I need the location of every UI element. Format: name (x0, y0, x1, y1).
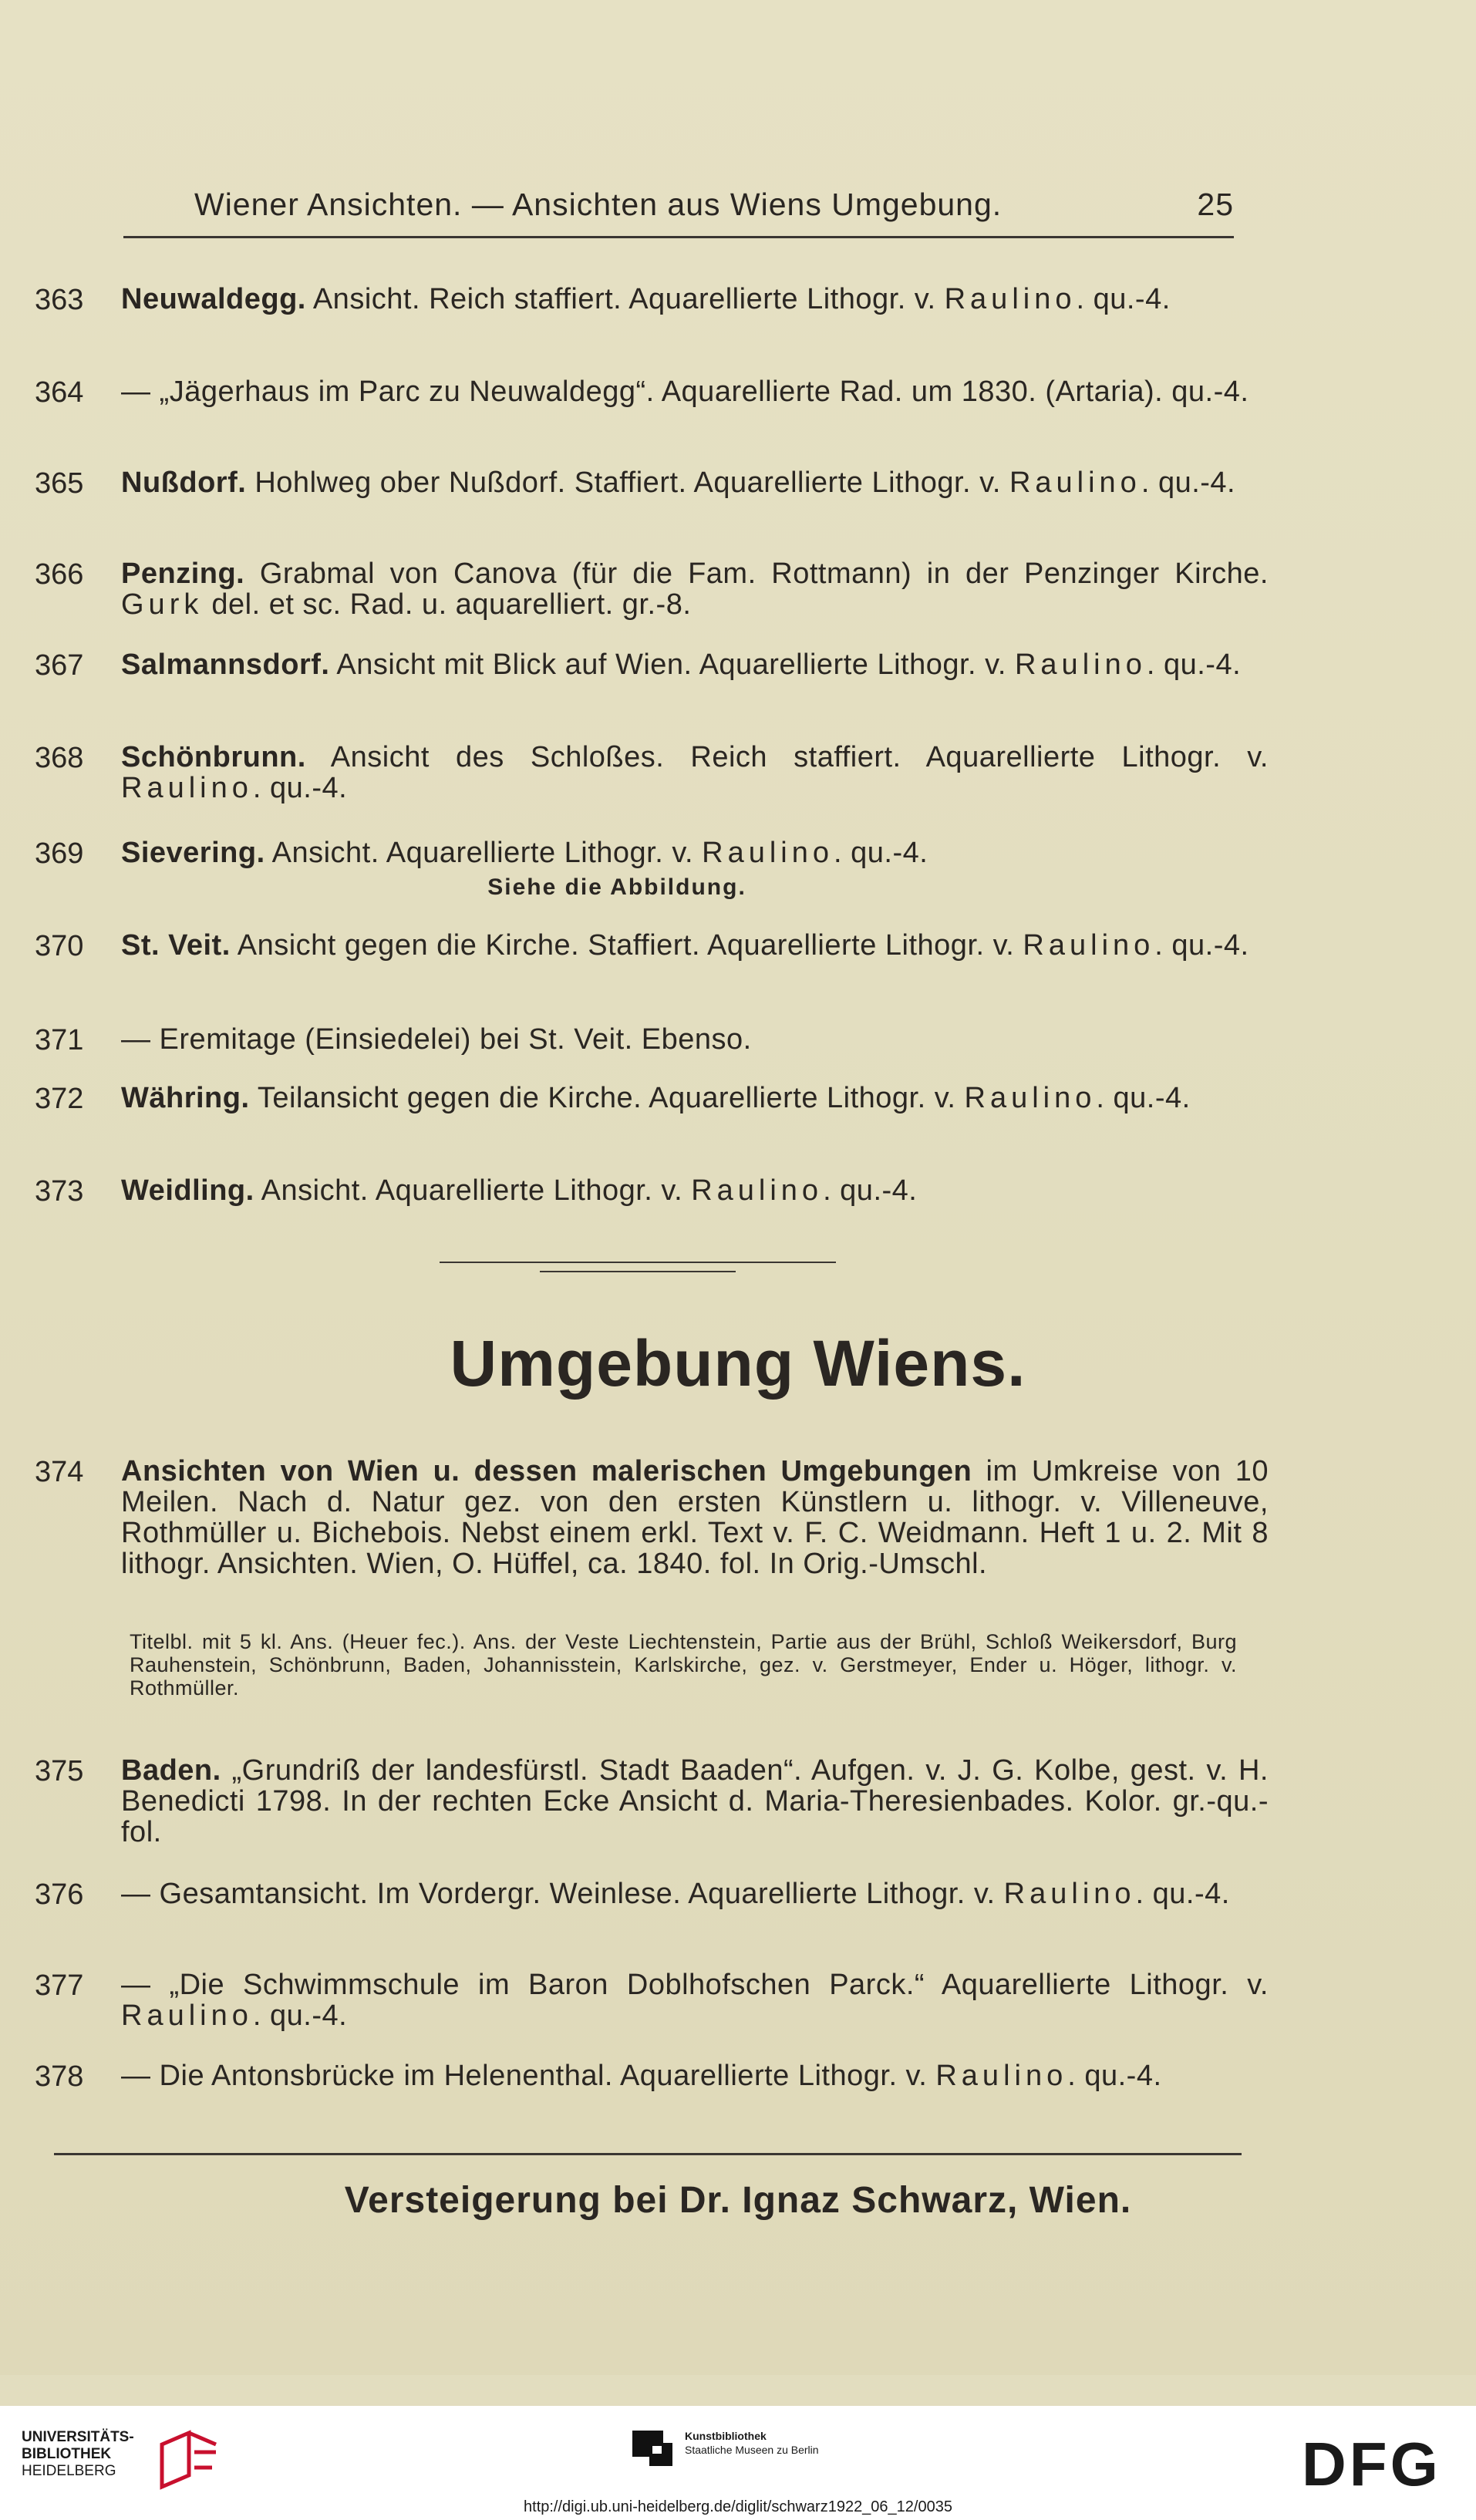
entry-number: 377 (35, 1969, 84, 2002)
entry-tail: . qu.-4. (1076, 283, 1171, 315)
entry-text (121, 1083, 1269, 1113)
entry-number: 363 (35, 284, 84, 316)
entry-body: Ansicht mit Blick auf Wien. Aquarellierte Lithogr. v. (329, 649, 1006, 681)
kunstbibliothek-logo[interactable] (631, 2420, 878, 2474)
entry-text (121, 1878, 1269, 1909)
entry-tail: . qu.-4. (1067, 2060, 1162, 2092)
entry-artist: Raulino (121, 1999, 253, 2032)
entry-keyword: Salmannsdorf. (121, 649, 330, 681)
entry-keyword: Ansichten von Wien u. dessen malerischen Umgebungen (121, 1455, 972, 1487)
entry-number: 370 (35, 930, 84, 962)
entry-text (121, 930, 1269, 961)
entry-body: Ansicht. Aquarellierte Lithogr. v. (254, 1174, 683, 1207)
ub-line-3: HEIDELBERG (22, 2463, 116, 2479)
entry-body: — Eremitage (Einsiedelei) bei St. Veit. Ebenso. (121, 1023, 752, 1056)
entry-text (121, 1755, 1269, 1848)
entry-number: 365 (35, 467, 84, 500)
entry-artist: Raulino (944, 283, 1077, 315)
entry-tail: . qu.-4. (834, 837, 928, 869)
kb-line-1: Kunstbibliothek (685, 2430, 767, 2442)
kb-line-2: Staatliche Museen zu Berlin (685, 2444, 819, 2456)
ub-line-2: BIBLIOTHEK (22, 2446, 112, 2462)
entry-artist: Raulino (964, 1082, 1097, 1114)
entry-number: 367 (35, 649, 84, 682)
entry-number: 369 (35, 837, 84, 870)
entry-artist: Raulino (935, 2060, 1068, 2092)
entry-tail: . qu.-4. (1096, 1082, 1191, 1114)
entry-tail: del. et sc. Rad. u. aquarelliert. gr.-8. (203, 588, 692, 621)
entry-keyword: Nußdorf. (121, 467, 247, 499)
kunstbibliothek-text (685, 2429, 819, 2457)
entry-number: 364 (35, 376, 84, 409)
entry-keyword: Penzing. (121, 558, 245, 590)
entry-body: Ansicht. Reich staffiert. Aquarellierte Lithogr. v. (305, 283, 936, 315)
entry-artist: Raulino (121, 772, 253, 804)
entry-artist: Raulino (1003, 1878, 1136, 1910)
entry-text (121, 1456, 1269, 1579)
entry-keyword: Weidling. (121, 1174, 254, 1207)
ub-logo-text (22, 2429, 134, 2480)
entry-body: — Gesamtansicht. Im Vordergr. Weinlese. Aquarellierte Lithogr. v. (121, 1878, 996, 1910)
section-heading: Umgebung Wiens. (450, 1327, 1026, 1400)
kunstbibliothek-emblem-icon (631, 2426, 677, 2469)
entry-tail: . qu.-4. (1146, 649, 1242, 681)
entry-text (121, 2060, 1269, 2091)
entry-body: — Die Antonsbrücke im Helenenthal. Aquarellierte Lithogr. v. (121, 2060, 928, 2092)
entry-text (121, 649, 1269, 680)
entry-number: 378 (35, 2060, 84, 2093)
entry-body: im Umkreise von 10 Meilen. Nach d. Natur gez. von den ersten Künstlern u. lithogr. v. Villeneuve, Rothmüller u. Bichebois. Nebst einem erkl. Text v. F. C. Weidmann. Heft 1 u. 2. Mit 8 lithogr. Ansichten. Wien, O. Hüffel, ca. 1840. fol. In Orig.-Umschl. (121, 1455, 1269, 1580)
entry-number: 368 (35, 742, 84, 774)
entry-artist: Raulino (1009, 467, 1141, 499)
entry-keyword: Währing. (121, 1082, 250, 1114)
entry-body: — „Jägerhaus im Parc zu Neuwaldegg“. Aquarellierte Rad. um 1830. (Artaria). qu.-4. (121, 376, 1249, 408)
running-title: Wiener Ansichten. — Ansichten aus Wiens Umgebung. (194, 187, 1003, 222)
entry-artist: Raulino (702, 837, 834, 869)
ub-line-1: UNIVERSITÄTS- (22, 2429, 134, 2445)
footer-rule (54, 2153, 1242, 2155)
entry-body: — „Die Schwimmschule im Baron Doblhofschen Parck.“ Aquarellierte Lithogr. v. (121, 1969, 1269, 2001)
ub-heidelberg-logo[interactable] (22, 2429, 222, 2498)
entry-text (121, 284, 1269, 315)
illustration-note: Siehe die Abbildung. (487, 874, 746, 900)
entry-artist: Raulino (1023, 929, 1155, 962)
entry-text (121, 1969, 1269, 2031)
entry-tail: . qu.-4. (1154, 929, 1249, 962)
running-header (123, 184, 1234, 230)
entry-body: Teilansicht gegen die Kirche. Aquarellierte Lithogr. v. (249, 1082, 956, 1114)
header-rule (123, 236, 1234, 238)
entry-body: „Grundriß der landesfürstl. Stadt Baaden“. Aufgen. v. J. G. Kolbe, gest. v. H. Benedicti 1798. In der rechten Ecke Ansicht d. Maria-Theresienbades. Kolor. gr.-qu.-fol. (121, 1754, 1269, 1848)
entry-text (121, 742, 1269, 804)
section-divider (540, 1271, 736, 1272)
entry-body: Hohlweg ober Nußdorf. Staffiert. Aquarellierte Lithogr. v. (246, 467, 1001, 499)
entry-annotation: Titelbl. mit 5 kl. Ans. (Heuer fec.). Ans. der Veste Liechtenstein, Partie aus der Brühl, Schloß Weikersdorf, Burg Rauhenstein, Schönbrunn, Baden, Johannisstein, Karlskirche, gez. v. Gerstmeyer, Ender u. Höger, lithogr. v. Rothmüller. (130, 1630, 1237, 1700)
entry-body: Ansicht. Aquarellierte Lithogr. v. (265, 837, 694, 869)
entry-keyword: Neuwaldegg. (121, 283, 306, 315)
entry-artist: Raulino (1014, 649, 1147, 681)
entry-tail: . qu.-4. (1141, 467, 1236, 499)
entry-text (121, 837, 1269, 868)
entry-number: 372 (35, 1083, 84, 1115)
entry-tail: . qu.-4. (1135, 1878, 1230, 1910)
dfg-logo[interactable]: DFG (1302, 2430, 1441, 2498)
entry-number: 371 (35, 1024, 84, 1056)
entry-keyword: Sievering. (121, 837, 265, 869)
entry-number: 376 (35, 1878, 84, 1911)
entry-keyword: Baden. (121, 1754, 221, 1787)
entry-tail: . qu.-4. (252, 1999, 348, 2032)
entry-number: 375 (35, 1755, 84, 1787)
entry-tail: . qu.-4. (252, 772, 348, 804)
auction-footer: Versteigerung bei Dr. Ignaz Schwarz, Wien. (344, 2180, 1132, 2221)
entry-text (121, 467, 1269, 498)
entry-body: Grabmal von Canova (für die Fam. Rottmann) in der Penzinger Kirche. (244, 558, 1269, 590)
entry-body: Ansicht des Schloßes. Reich staffiert. Aquarellierte Lithogr. v. (305, 741, 1269, 773)
page-number: 25 (1197, 187, 1234, 222)
section-divider (440, 1262, 836, 1263)
entry-keyword: Schönbrunn. (121, 741, 306, 773)
entry-number: 373 (35, 1175, 84, 1208)
ub-emblem-icon (154, 2429, 224, 2491)
entry-text (121, 558, 1269, 620)
entry-artist: Gurk (121, 588, 204, 621)
entry-text (121, 1175, 1269, 1206)
source-url[interactable]: http://digi.ub.uni-heidelberg.de/diglit/schwarz1922_06_12/0035 (524, 2498, 952, 2515)
entry-number: 366 (35, 558, 84, 591)
entry-text (121, 376, 1269, 407)
entry-tail: . qu.-4. (823, 1174, 918, 1207)
entry-number: 374 (35, 1456, 84, 1488)
entry-keyword: St. Veit. (121, 929, 231, 962)
entry-artist: Raulino (691, 1174, 824, 1207)
entry-body: Ansicht gegen die Kirche. Staffiert. Aquarellierte Lithogr. v. (230, 929, 1015, 962)
entry-text (121, 1024, 1269, 1055)
